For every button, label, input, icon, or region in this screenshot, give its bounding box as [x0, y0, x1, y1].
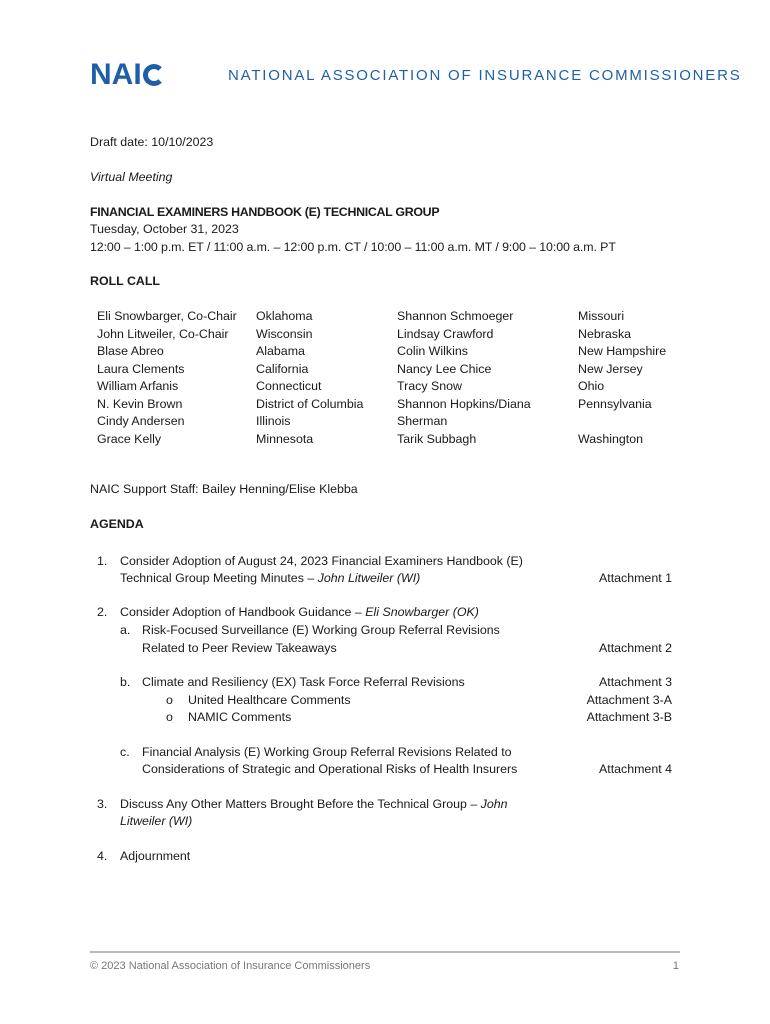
member-state: Pennsylvania	[578, 396, 652, 411]
agenda-item-1-line2	[120, 570, 420, 588]
roll-call-right-names	[397, 308, 531, 448]
member-name: Tracy Snow	[397, 379, 462, 393]
member-name: Laura Clements	[97, 361, 185, 376]
attachment-4: Attachment 4	[598, 762, 672, 776]
agenda-item-3-presenter: John	[480, 797, 508, 811]
meeting-time: 12:00 – 1:00 p.m. ET / 11:00 a.m. – 12:00 p.m. CT / 10:00 – 11:00 a.m. MT / 9:00 – 10:00 a.m. PT	[90, 240, 616, 254]
agenda-heading: AGENDA	[90, 517, 144, 531]
meeting-type: Virtual Meeting	[90, 170, 173, 184]
footer-divider	[90, 951, 680, 953]
roll-call-heading: ROLL CALL	[90, 274, 160, 288]
agenda-item-number: 3.	[97, 797, 108, 811]
member-state: District of Columbia	[256, 396, 364, 411]
attachment-3a: Attachment 3-A	[586, 693, 672, 707]
bullet-icon: o	[166, 693, 173, 707]
member-state: California	[256, 361, 309, 376]
member-name: N. Kevin Brown	[97, 396, 183, 411]
agenda-item-3-presenter-cont: Litweiler (WI)	[120, 814, 193, 828]
attachment-1: Attachment 1	[598, 571, 672, 585]
roll-call-left-states	[256, 308, 363, 448]
logo-c-icon	[143, 64, 165, 86]
org-name: NATIONAL ASSOCIATION OF INSURANCE COMMISSIONERS	[228, 67, 742, 84]
member-name: Tarik Subbagh	[397, 431, 477, 446]
subitem-a-line1: Risk-Focused Surveillance (E) Working Group Referral Revisions	[142, 623, 500, 637]
subitem-c-line2: Considerations of Strategic and Operational Risks of Health Insurers	[142, 762, 518, 776]
logo-text: NAI	[90, 58, 142, 91]
attachment-2: Attachment 2	[598, 641, 672, 655]
member-state: Connecticut	[256, 379, 322, 393]
draft-date: Draft date: 10/10/2023	[90, 135, 214, 149]
member-state	[578, 413, 666, 431]
agenda-item-3-line1	[120, 796, 508, 814]
subitem-c-line1: Financial Analysis (E) Working Group Referral Revisions Related to	[142, 745, 512, 759]
page-number: 1	[672, 960, 679, 972]
subitem-letter: c.	[120, 745, 130, 759]
agenda-item-4-line1: Adjournment	[120, 849, 191, 863]
member-name: Shannon Schmoeger	[397, 309, 514, 323]
subitem-letter: a.	[120, 623, 131, 637]
agenda-item-2-presenter: Eli Snowbarger (OK)	[365, 605, 479, 619]
member-name: Colin Wilkins	[397, 344, 468, 358]
member-name: Grace Kelly	[97, 431, 162, 446]
meeting-date: Tuesday, October 31, 2023	[90, 222, 239, 236]
member-state: Washington	[578, 431, 643, 446]
member-state: Nebraska	[578, 326, 632, 341]
subitem-b-line1: Climate and Resiliency (EX) Task Force Referral Revisions	[142, 675, 465, 689]
support-staff: NAIC Support Staff: Bailey Henning/Elise Klebba	[90, 482, 358, 496]
subitem-letter: b.	[120, 675, 131, 689]
member-name: Sherman	[397, 414, 448, 428]
agenda-item-1-line1: Consider Adoption of August 24, 2023 Financial Examiners Handbook (E)	[120, 554, 523, 568]
agenda-item-number: 2.	[97, 605, 108, 619]
agenda-item-3-text: Discuss Any Other Matters Brought Before the Technical Group –	[120, 797, 481, 811]
agenda-item-1-text: Technical Group Meeting Minutes –	[120, 571, 318, 585]
agenda-item-number: 4.	[97, 849, 108, 863]
attachment-3b: Attachment 3-B	[586, 710, 672, 724]
member-name: Shannon Hopkins/Diana	[397, 396, 531, 411]
roll-call-left-names	[97, 308, 237, 448]
member-name: William Arfanis	[97, 379, 179, 393]
member-name: Blase Abreo	[97, 344, 164, 358]
subitem-b-comment-1: United Healthcare Comments	[188, 693, 351, 707]
agenda-item-2-text: Consider Adoption of Handbook Guidance –	[120, 605, 366, 619]
member-name: Cindy Andersen	[97, 414, 185, 428]
footer-copyright: © 2023 National Association of Insurance Commissioners	[90, 960, 371, 972]
member-state: New Hampshire	[578, 344, 667, 358]
bullet-icon: o	[166, 710, 173, 724]
agenda-item-2-line1	[120, 604, 479, 622]
member-state: Oklahoma	[256, 309, 313, 323]
member-name: Eli Snowbarger, Co-Chair	[97, 309, 237, 323]
subitem-b-comment-2: NAMIC Comments	[188, 710, 292, 724]
naic-logo	[90, 58, 165, 92]
member-state: Ohio	[578, 379, 605, 393]
member-state: Illinois	[256, 414, 291, 428]
roll-call-right-states	[578, 308, 666, 448]
member-name: John Litweiler, Co-Chair	[97, 326, 229, 341]
member-name: Nancy Lee Chice	[397, 361, 492, 376]
agenda-item-number: 1.	[97, 554, 108, 568]
member-state: Minnesota	[256, 431, 314, 446]
member-state: Alabama	[256, 344, 305, 358]
attachment-3: Attachment 3	[598, 675, 672, 689]
member-state: Missouri	[578, 309, 625, 323]
member-state: Wisconsin	[256, 326, 313, 341]
subitem-a-line2: Related to Peer Review Takeaways	[142, 641, 337, 655]
agenda-item-1-presenter: John Litweiler (WI)	[317, 571, 421, 585]
member-state: New Jersey	[578, 361, 643, 376]
group-title: FINANCIAL EXAMINERS HANDBOOK (E) TECHNICAL GROUP	[90, 205, 440, 219]
member-name: Lindsay Crawford	[397, 326, 494, 341]
